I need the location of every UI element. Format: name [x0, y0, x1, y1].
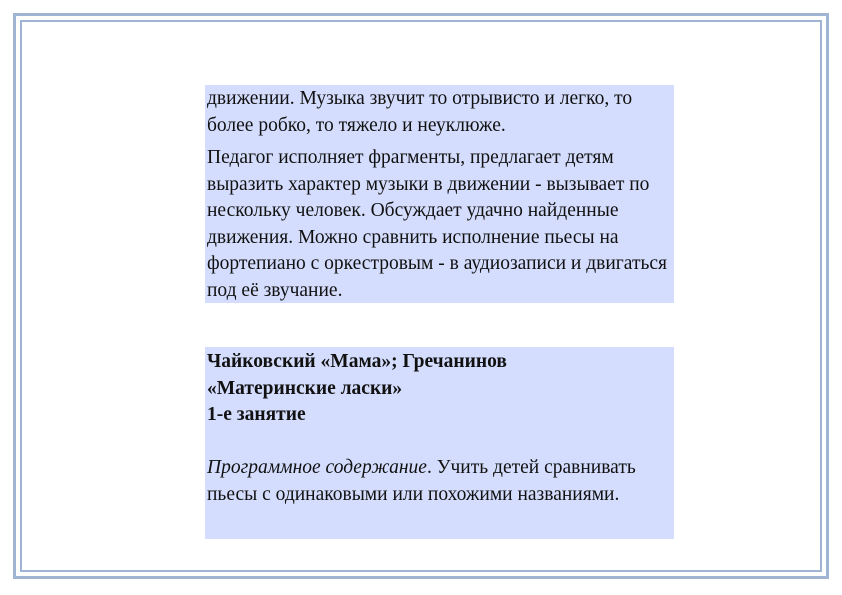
paragraph-teacher-activity: Педагог исполняет фрагменты, предлагает детям выразить характер музыки в движении - вызывает по нескольку человек. Обсуждает удачно найденные движения. Можно сравнить исполнение пьесы на фортепиано с оркестровым - в аудиозаписи и двигаться под её звучание.	[207, 147, 667, 301]
program-content	[207, 455, 674, 508]
paragraph-music-character: движении. Музыка звучит то отрывисто и легко, то более робко, то тяжело и неуклюже.	[207, 88, 633, 136]
spacer	[207, 429, 674, 456]
lesson-title-line-1: Чайковский «Мама»; Гречанинов	[207, 351, 507, 372]
program-content-label: Программное содержание	[207, 457, 427, 478]
program-content-text: . Учить детей сравнивать пьесы с одинаковыми или похожими названиями.	[207, 457, 636, 505]
text-block-lesson	[205, 347, 674, 539]
text-block-movement	[205, 85, 674, 303]
lesson-title-line-2: «Материнские ласки»	[207, 377, 403, 399]
lesson-number: 1-е занятие	[207, 404, 306, 425]
